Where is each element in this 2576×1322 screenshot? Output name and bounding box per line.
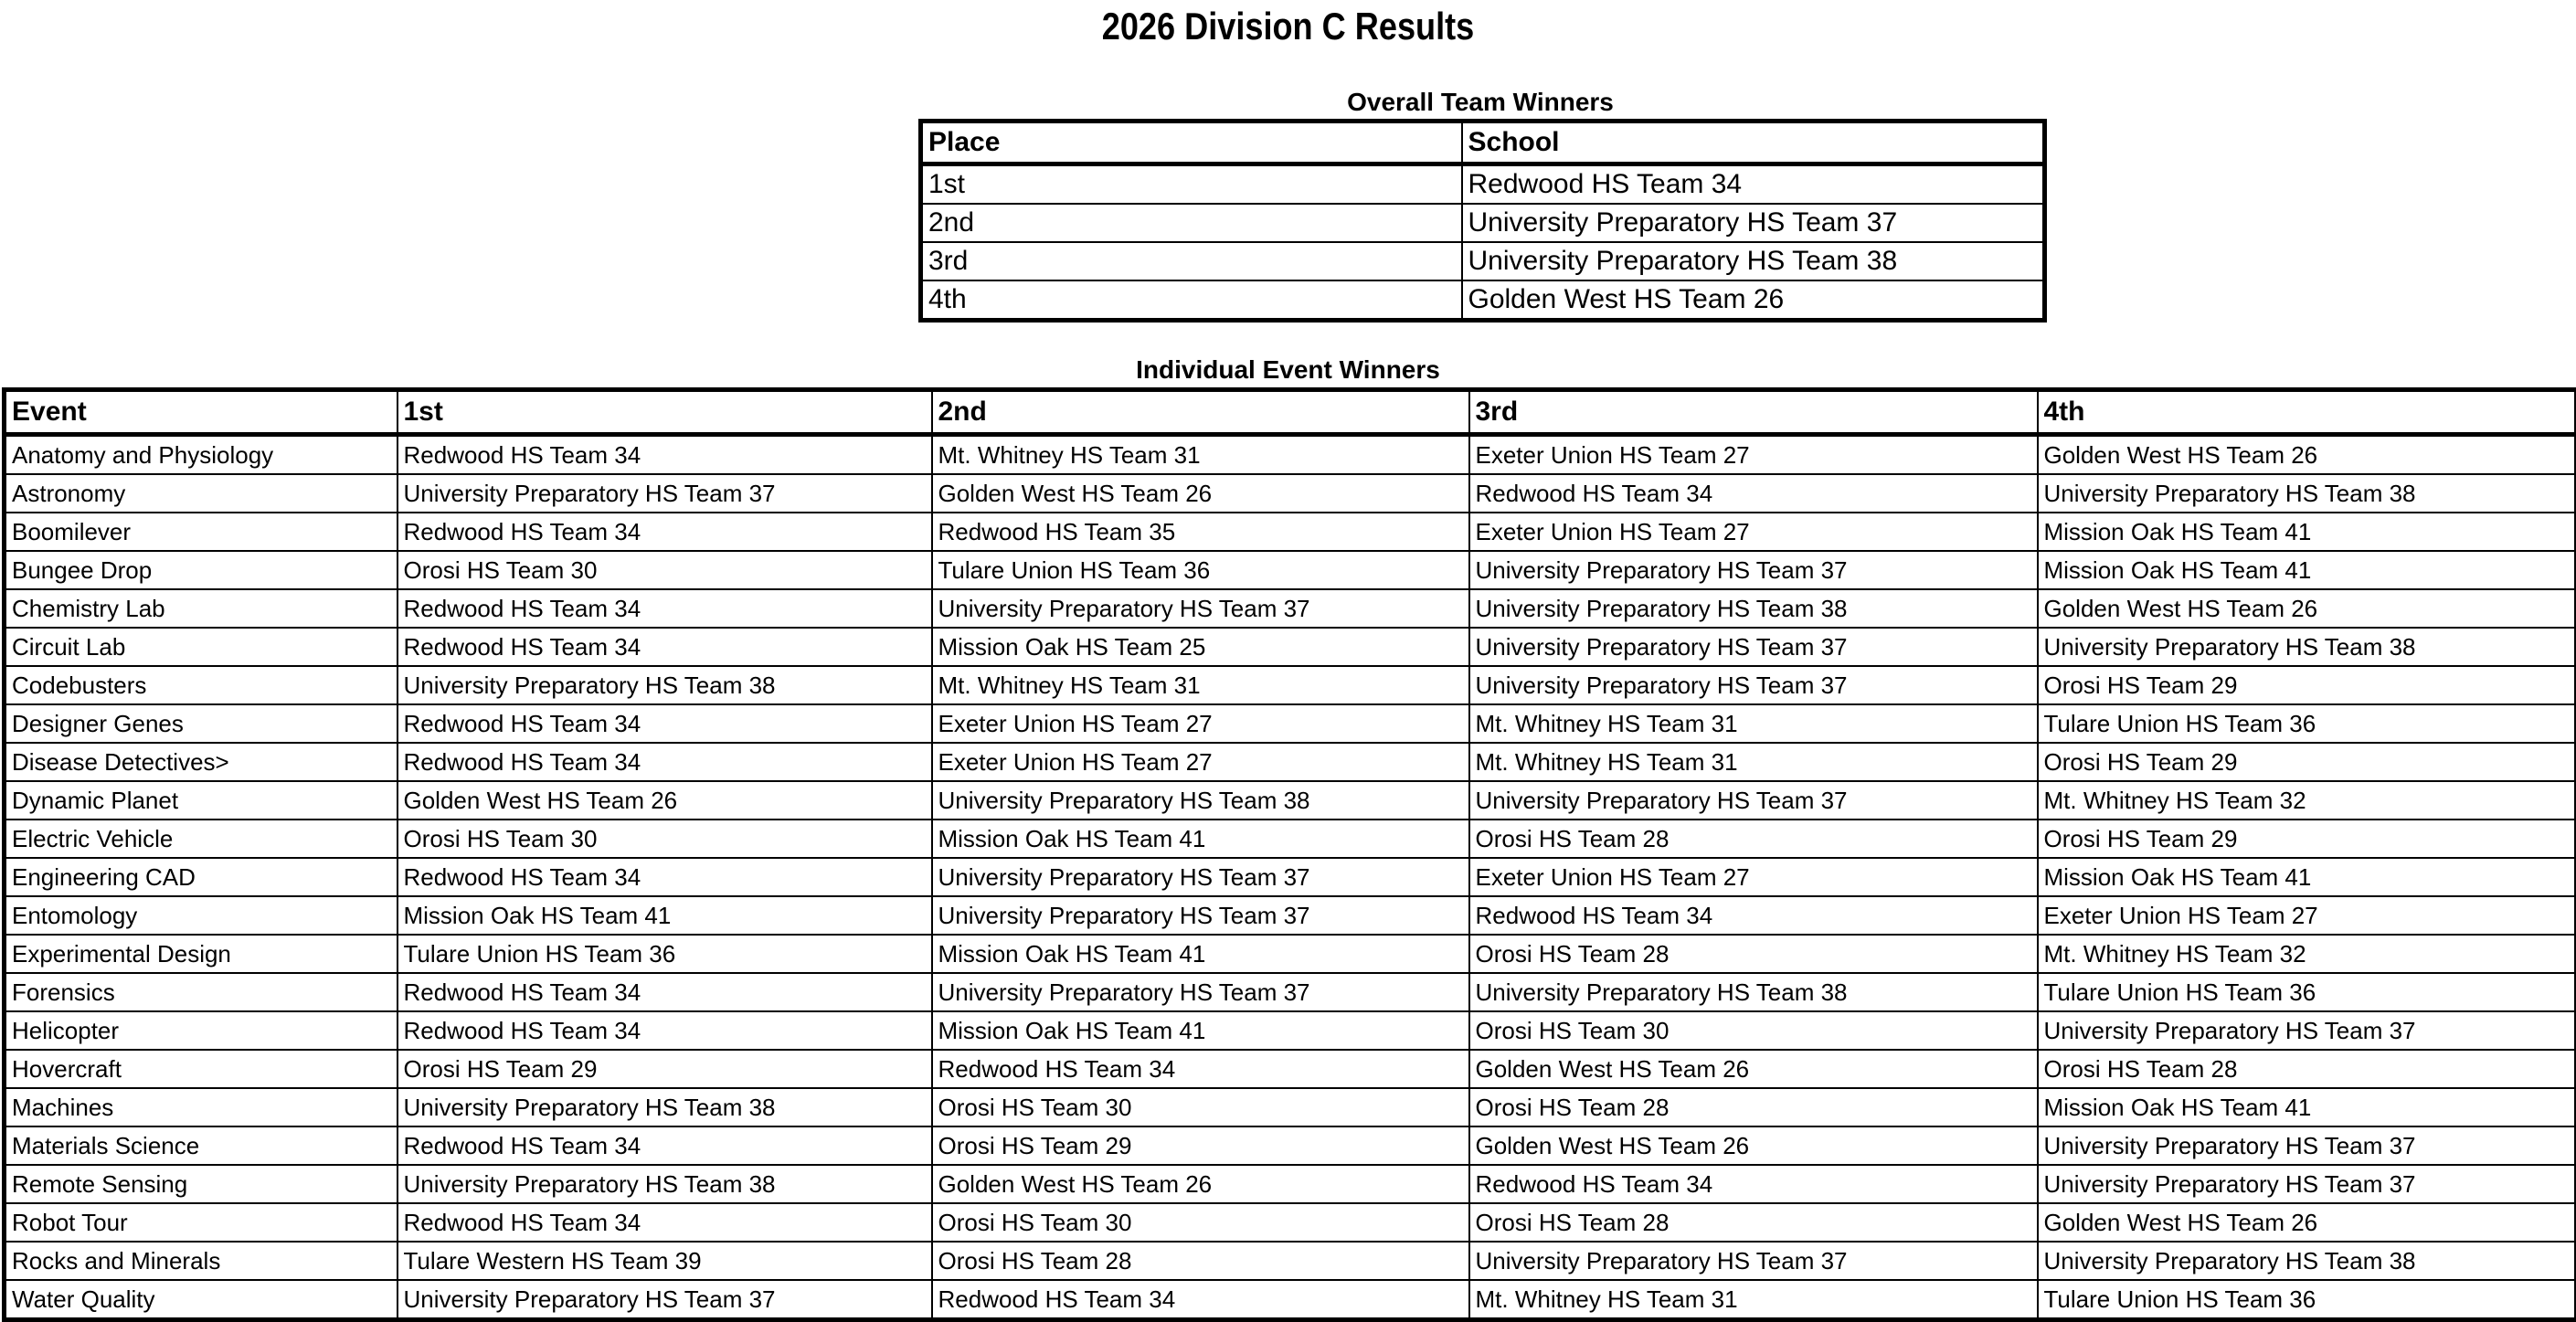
cell-1st: University Preparatory HS Team 37 xyxy=(398,1280,932,1320)
cell-3rd: Redwood HS Team 34 xyxy=(1469,896,2038,935)
table-row xyxy=(5,1242,2576,1280)
cell-3rd: Orosi HS Team 28 xyxy=(1469,935,2038,973)
cell-school: Redwood HS Team 34 xyxy=(1462,164,2045,205)
cell-4th: University Preparatory HS Team 37 xyxy=(2038,1011,2576,1050)
cell-event: Electric Vehicle xyxy=(5,820,398,858)
cell-event: Entomology xyxy=(5,896,398,935)
cell-1st: Mission Oak HS Team 41 xyxy=(398,896,932,935)
overall-team-winners-table xyxy=(918,119,2047,323)
cell-4th: University Preparatory HS Team 38 xyxy=(2038,1242,2576,1280)
overall-team-winners-heading: Overall Team Winners xyxy=(918,87,2042,118)
cell-1st: Redwood HS Team 34 xyxy=(398,1011,932,1050)
table-row xyxy=(5,1203,2576,1242)
cell-2nd: Redwood HS Team 34 xyxy=(932,1280,1469,1320)
cell-4th: Exeter Union HS Team 27 xyxy=(2038,896,2576,935)
cell-2nd: University Preparatory HS Team 38 xyxy=(932,781,1469,820)
cell-2nd: Mt. Whitney HS Team 31 xyxy=(932,435,1469,475)
table-row xyxy=(5,513,2576,551)
cell-event: Water Quality xyxy=(5,1280,398,1320)
cell-event: Designer Genes xyxy=(5,704,398,743)
cell-2nd: Golden West HS Team 26 xyxy=(932,1165,1469,1203)
cell-4th: Golden West HS Team 26 xyxy=(2038,589,2576,628)
cell-event: Boomilever xyxy=(5,513,398,551)
table-row xyxy=(5,1126,2576,1165)
table-row xyxy=(5,666,2576,704)
cell-2nd: Orosi HS Team 30 xyxy=(932,1203,1469,1242)
cell-4th: Mission Oak HS Team 41 xyxy=(2038,1088,2576,1126)
cell-1st: Redwood HS Team 34 xyxy=(398,589,932,628)
cell-event: Materials Science xyxy=(5,1126,398,1165)
cell-school: Golden West HS Team 26 xyxy=(1462,280,2045,321)
cell-event: Machines xyxy=(5,1088,398,1126)
cell-2nd: Mission Oak HS Team 25 xyxy=(932,628,1469,666)
cell-3rd: University Preparatory HS Team 38 xyxy=(1469,589,2038,628)
cell-school: University Preparatory HS Team 38 xyxy=(1462,242,2045,280)
cell-2nd: Mission Oak HS Team 41 xyxy=(932,935,1469,973)
cell-1st: Redwood HS Team 34 xyxy=(398,1126,932,1165)
table-row xyxy=(921,204,2045,242)
cell-2nd: Golden West HS Team 26 xyxy=(932,474,1469,513)
cell-2nd: Redwood HS Team 35 xyxy=(932,513,1469,551)
column-header-4th: 4th xyxy=(2038,390,2576,435)
cell-3rd: Golden West HS Team 26 xyxy=(1469,1050,2038,1088)
column-header-event: Event xyxy=(5,390,398,435)
cell-4th: Mt. Whitney HS Team 32 xyxy=(2038,781,2576,820)
cell-event: Remote Sensing xyxy=(5,1165,398,1203)
cell-event: Forensics xyxy=(5,973,398,1011)
column-header-school: School xyxy=(1462,122,2045,164)
cell-3rd: University Preparatory HS Team 37 xyxy=(1469,781,2038,820)
table-row xyxy=(5,973,2576,1011)
table-row xyxy=(921,280,2045,321)
cell-2nd: University Preparatory HS Team 37 xyxy=(932,858,1469,896)
cell-1st: Orosi HS Team 30 xyxy=(398,551,932,589)
cell-event: Robot Tour xyxy=(5,1203,398,1242)
cell-2nd: Exeter Union HS Team 27 xyxy=(932,704,1469,743)
cell-4th: Tulare Union HS Team 36 xyxy=(2038,973,2576,1011)
cell-4th: Mission Oak HS Team 41 xyxy=(2038,551,2576,589)
cell-3rd: Mt. Whitney HS Team 31 xyxy=(1469,1280,2038,1320)
cell-3rd: Mt. Whitney HS Team 31 xyxy=(1469,704,2038,743)
cell-2nd: Orosi HS Team 28 xyxy=(932,1242,1469,1280)
cell-place: 2nd xyxy=(921,204,1462,242)
cell-4th: Golden West HS Team 26 xyxy=(2038,435,2576,475)
cell-1st: Orosi HS Team 29 xyxy=(398,1050,932,1088)
cell-4th: University Preparatory HS Team 38 xyxy=(2038,474,2576,513)
table-row xyxy=(5,435,2576,475)
table-row xyxy=(5,781,2576,820)
cell-1st: Redwood HS Team 34 xyxy=(398,435,932,475)
cell-3rd: Redwood HS Team 34 xyxy=(1469,474,2038,513)
table-row xyxy=(5,628,2576,666)
cell-2nd: University Preparatory HS Team 37 xyxy=(932,973,1469,1011)
column-header-3rd: 3rd xyxy=(1469,390,2038,435)
cell-2nd: Orosi HS Team 30 xyxy=(932,1088,1469,1126)
cell-2nd: Orosi HS Team 29 xyxy=(932,1126,1469,1165)
cell-place: 1st xyxy=(921,164,1462,205)
column-header-1st: 1st xyxy=(398,390,932,435)
column-header-2nd: 2nd xyxy=(932,390,1469,435)
cell-place: 4th xyxy=(921,280,1462,321)
table-row xyxy=(5,935,2576,973)
cell-3rd: Mt. Whitney HS Team 31 xyxy=(1469,743,2038,781)
cell-event: Engineering CAD xyxy=(5,858,398,896)
table-row xyxy=(5,1050,2576,1088)
cell-1st: Redwood HS Team 34 xyxy=(398,1203,932,1242)
cell-place: 3rd xyxy=(921,242,1462,280)
individual-event-winners-table xyxy=(2,387,2576,1322)
table-row xyxy=(5,474,2576,513)
cell-4th: Orosi HS Team 29 xyxy=(2038,820,2576,858)
cell-1st: Redwood HS Team 34 xyxy=(398,704,932,743)
cell-2nd: Tulare Union HS Team 36 xyxy=(932,551,1469,589)
cell-4th: Orosi HS Team 29 xyxy=(2038,666,2576,704)
cell-3rd: University Preparatory HS Team 37 xyxy=(1469,551,2038,589)
cell-3rd: Redwood HS Team 34 xyxy=(1469,1165,2038,1203)
cell-4th: Mission Oak HS Team 41 xyxy=(2038,858,2576,896)
cell-4th: Orosi HS Team 29 xyxy=(2038,743,2576,781)
cell-3rd: Exeter Union HS Team 27 xyxy=(1469,513,2038,551)
cell-4th: Tulare Union HS Team 36 xyxy=(2038,704,2576,743)
cell-4th: University Preparatory HS Team 37 xyxy=(2038,1165,2576,1203)
cell-2nd: University Preparatory HS Team 37 xyxy=(932,896,1469,935)
cell-4th: Mt. Whitney HS Team 32 xyxy=(2038,935,2576,973)
cell-event: Hovercraft xyxy=(5,1050,398,1088)
table-row xyxy=(5,743,2576,781)
table-row xyxy=(5,858,2576,896)
cell-1st: Tulare Western HS Team 39 xyxy=(398,1242,932,1280)
cell-3rd: University Preparatory HS Team 38 xyxy=(1469,973,2038,1011)
cell-3rd: University Preparatory HS Team 37 xyxy=(1469,666,2038,704)
cell-1st: Tulare Union HS Team 36 xyxy=(398,935,932,973)
cell-4th: University Preparatory HS Team 37 xyxy=(2038,1126,2576,1165)
cell-1st: Orosi HS Team 30 xyxy=(398,820,932,858)
cell-4th: Orosi HS Team 28 xyxy=(2038,1050,2576,1088)
cell-event: Helicopter xyxy=(5,1011,398,1050)
table-row xyxy=(5,589,2576,628)
page-title: 2026 Division C Results xyxy=(180,0,2395,51)
table-row xyxy=(5,1280,2576,1320)
cell-event: Dynamic Planet xyxy=(5,781,398,820)
cell-event: Circuit Lab xyxy=(5,628,398,666)
cell-4th: University Preparatory HS Team 38 xyxy=(2038,628,2576,666)
column-header-place: Place xyxy=(921,122,1462,164)
cell-1st: Golden West HS Team 26 xyxy=(398,781,932,820)
cell-3rd: Exeter Union HS Team 27 xyxy=(1469,435,2038,475)
table-row xyxy=(921,242,2045,280)
table-row xyxy=(5,1165,2576,1203)
table-row xyxy=(5,820,2576,858)
cell-3rd: Orosi HS Team 30 xyxy=(1469,1011,2038,1050)
cell-3rd: University Preparatory HS Team 37 xyxy=(1469,628,2038,666)
cell-event: Experimental Design xyxy=(5,935,398,973)
cell-4th: Golden West HS Team 26 xyxy=(2038,1203,2576,1242)
individual-event-winners-heading: Individual Event Winners xyxy=(0,354,2576,386)
cell-2nd: Mission Oak HS Team 41 xyxy=(932,820,1469,858)
cell-2nd: Mission Oak HS Team 41 xyxy=(932,1011,1469,1050)
cell-2nd: University Preparatory HS Team 37 xyxy=(932,589,1469,628)
table-row xyxy=(5,1088,2576,1126)
cell-1st: University Preparatory HS Team 38 xyxy=(398,666,932,704)
cell-2nd: Redwood HS Team 34 xyxy=(932,1050,1469,1088)
cell-3rd: Orosi HS Team 28 xyxy=(1469,820,2038,858)
cell-1st: Redwood HS Team 34 xyxy=(398,973,932,1011)
cell-event: Bungee Drop xyxy=(5,551,398,589)
cell-1st: Redwood HS Team 34 xyxy=(398,513,932,551)
cell-1st: Redwood HS Team 34 xyxy=(398,858,932,896)
cell-1st: University Preparatory HS Team 38 xyxy=(398,1165,932,1203)
cell-1st: University Preparatory HS Team 37 xyxy=(398,474,932,513)
cell-event: Disease Detectives> xyxy=(5,743,398,781)
table-header-row xyxy=(921,122,2045,164)
cell-1st: University Preparatory HS Team 38 xyxy=(398,1088,932,1126)
cell-4th: Mission Oak HS Team 41 xyxy=(2038,513,2576,551)
table-header-row xyxy=(5,390,2576,435)
cell-3rd: Exeter Union HS Team 27 xyxy=(1469,858,2038,896)
cell-school: University Preparatory HS Team 37 xyxy=(1462,204,2045,242)
cell-2nd: Mt. Whitney HS Team 31 xyxy=(932,666,1469,704)
table-row xyxy=(921,164,2045,205)
cell-event: Astronomy xyxy=(5,474,398,513)
table-row xyxy=(5,704,2576,743)
cell-1st: Redwood HS Team 34 xyxy=(398,628,932,666)
table-row xyxy=(5,551,2576,589)
cell-2nd: Exeter Union HS Team 27 xyxy=(932,743,1469,781)
cell-3rd: Golden West HS Team 26 xyxy=(1469,1126,2038,1165)
cell-3rd: University Preparatory HS Team 37 xyxy=(1469,1242,2038,1280)
cell-event: Chemistry Lab xyxy=(5,589,398,628)
cell-event: Codebusters xyxy=(5,666,398,704)
cell-event: Anatomy and Physiology xyxy=(5,435,398,475)
cell-event: Rocks and Minerals xyxy=(5,1242,398,1280)
table-row xyxy=(5,1011,2576,1050)
cell-3rd: Orosi HS Team 28 xyxy=(1469,1088,2038,1126)
cell-1st: Redwood HS Team 34 xyxy=(398,743,932,781)
table-row xyxy=(5,896,2576,935)
cell-3rd: Orosi HS Team 28 xyxy=(1469,1203,2038,1242)
cell-4th: Tulare Union HS Team 36 xyxy=(2038,1280,2576,1320)
